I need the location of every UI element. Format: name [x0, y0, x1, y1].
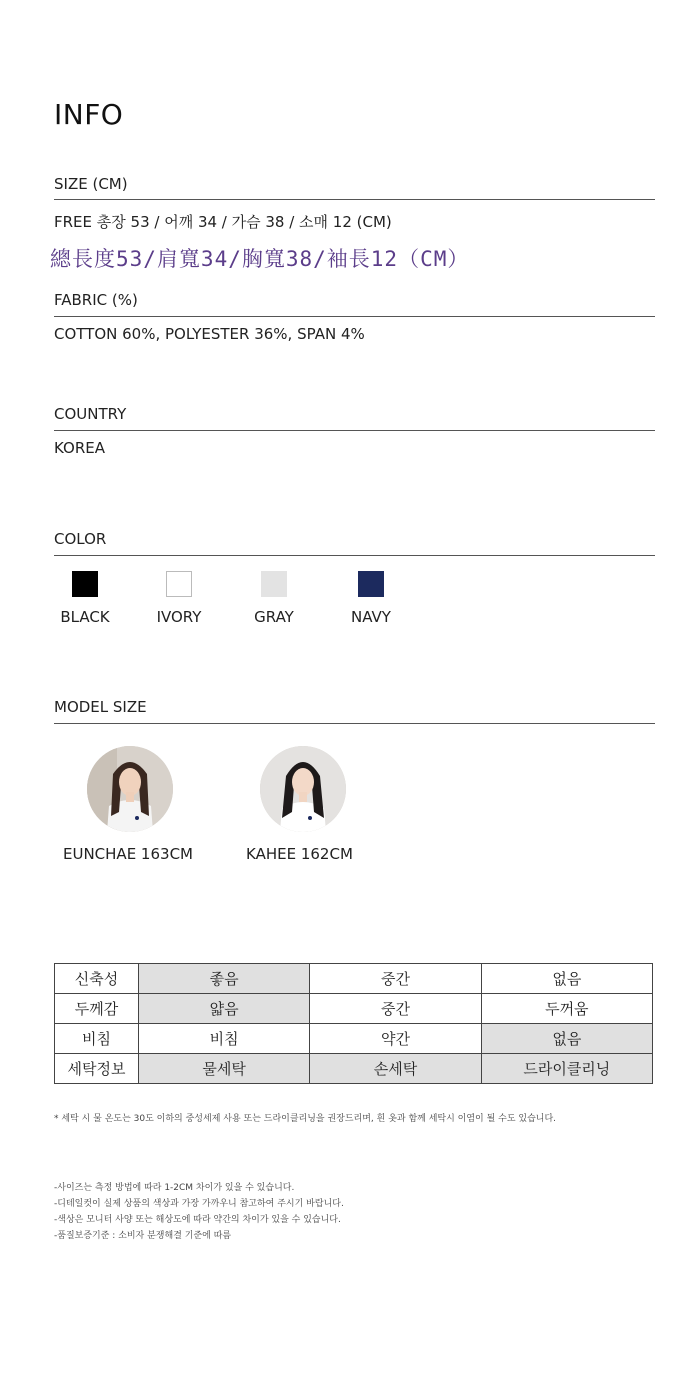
row-label-washing: 세탁정보	[55, 1054, 139, 1084]
model-photo-eunchae	[87, 746, 173, 832]
swatch-label-black: BLACK	[60, 608, 110, 626]
washing-option-hand: 손세탁	[310, 1054, 481, 1084]
size-handwritten-note: 總長度53/肩寬34/胸寬38/袖長12（CM）	[50, 247, 470, 271]
note-item: -디테일컷이 실제 상품의 색상과 가장 가까우니 참고하여 주시기 바랍니다.	[54, 1199, 344, 1209]
notes-list	[54, 1180, 344, 1244]
stretch-option-good: 좋음	[139, 964, 310, 994]
note-item: -사이즈는 측정 방법에 따라 1-2CM 차이가 있을 수 있습니다.	[54, 1183, 295, 1193]
sheerness-option-sheer: 비침	[139, 1024, 310, 1054]
country-label: COUNTRY	[54, 405, 127, 423]
table-row-washing	[55, 1054, 653, 1084]
fabric-label: FABRIC (%)	[54, 291, 138, 309]
swatch-ivory	[166, 571, 192, 597]
model-name-kahee: KAHEE 162CM	[246, 845, 353, 863]
note-item: -색상은 모니터 사양 또는 해상도에 따라 약간의 차이가 있을 수 있습니다.	[54, 1215, 341, 1225]
sheerness-option-slight: 약간	[310, 1024, 481, 1054]
color-divider	[54, 555, 655, 556]
swatch-black	[72, 571, 98, 597]
model-size-divider	[54, 723, 655, 724]
table-row-thickness	[55, 994, 653, 1024]
size-value: FREE 총장 53 / 어깨 34 / 가슴 38 / 소매 12 (CM)	[54, 213, 392, 231]
model-name-eunchae: EUNCHAE 163CM	[63, 845, 193, 863]
model-photo-eunchae-illustration	[87, 746, 173, 832]
model-photo-kahee-illustration	[260, 746, 346, 832]
row-label-sheerness: 비침	[55, 1024, 139, 1054]
country-value: KOREA	[54, 439, 105, 457]
row-label-stretch: 신축성	[55, 964, 139, 994]
wash-note: * 세탁 시 물 온도는 30도 이하의 중성세제 사용 또는 드라이클리닝을 권장드리며, 흰 옷과 함께 세탁시 이염이 될 수도 있습니다.	[54, 1114, 557, 1124]
row-label-thickness: 두께감	[55, 994, 139, 1024]
thickness-option-thick: 두꺼움	[481, 994, 652, 1024]
color-label: COLOR	[54, 530, 107, 548]
washing-option-dry: 드라이클리닝	[481, 1054, 652, 1084]
thickness-option-medium: 중간	[310, 994, 481, 1024]
swatch-label-ivory: IVORY	[156, 608, 202, 626]
swatch-gray	[261, 571, 287, 597]
stretch-option-medium: 중간	[310, 964, 481, 994]
properties-table	[54, 963, 653, 1084]
fabric-value: COTTON 60%, POLYESTER 36%, SPAN 4%	[54, 325, 365, 343]
country-divider	[54, 430, 655, 431]
note-item: -품질보증기준 : 소비자 분쟁해결 기준에 따름	[54, 1231, 232, 1241]
fabric-divider	[54, 316, 655, 317]
page-title: INFO	[54, 98, 124, 131]
size-divider	[54, 199, 655, 200]
sheerness-option-none: 없음	[481, 1024, 652, 1054]
swatch-navy	[358, 571, 384, 597]
swatch-label-navy: NAVY	[351, 608, 391, 626]
table-row-stretch	[55, 964, 653, 994]
thickness-option-thin: 얇음	[139, 994, 310, 1024]
table-row-sheerness	[55, 1024, 653, 1054]
swatch-label-gray: GRAY	[254, 608, 294, 626]
stretch-option-none: 없음	[481, 964, 652, 994]
model-size-label: MODEL SIZE	[54, 698, 147, 716]
model-photo-kahee	[260, 746, 346, 832]
size-label: SIZE (CM)	[54, 175, 128, 193]
washing-option-water: 물세탁	[139, 1054, 310, 1084]
